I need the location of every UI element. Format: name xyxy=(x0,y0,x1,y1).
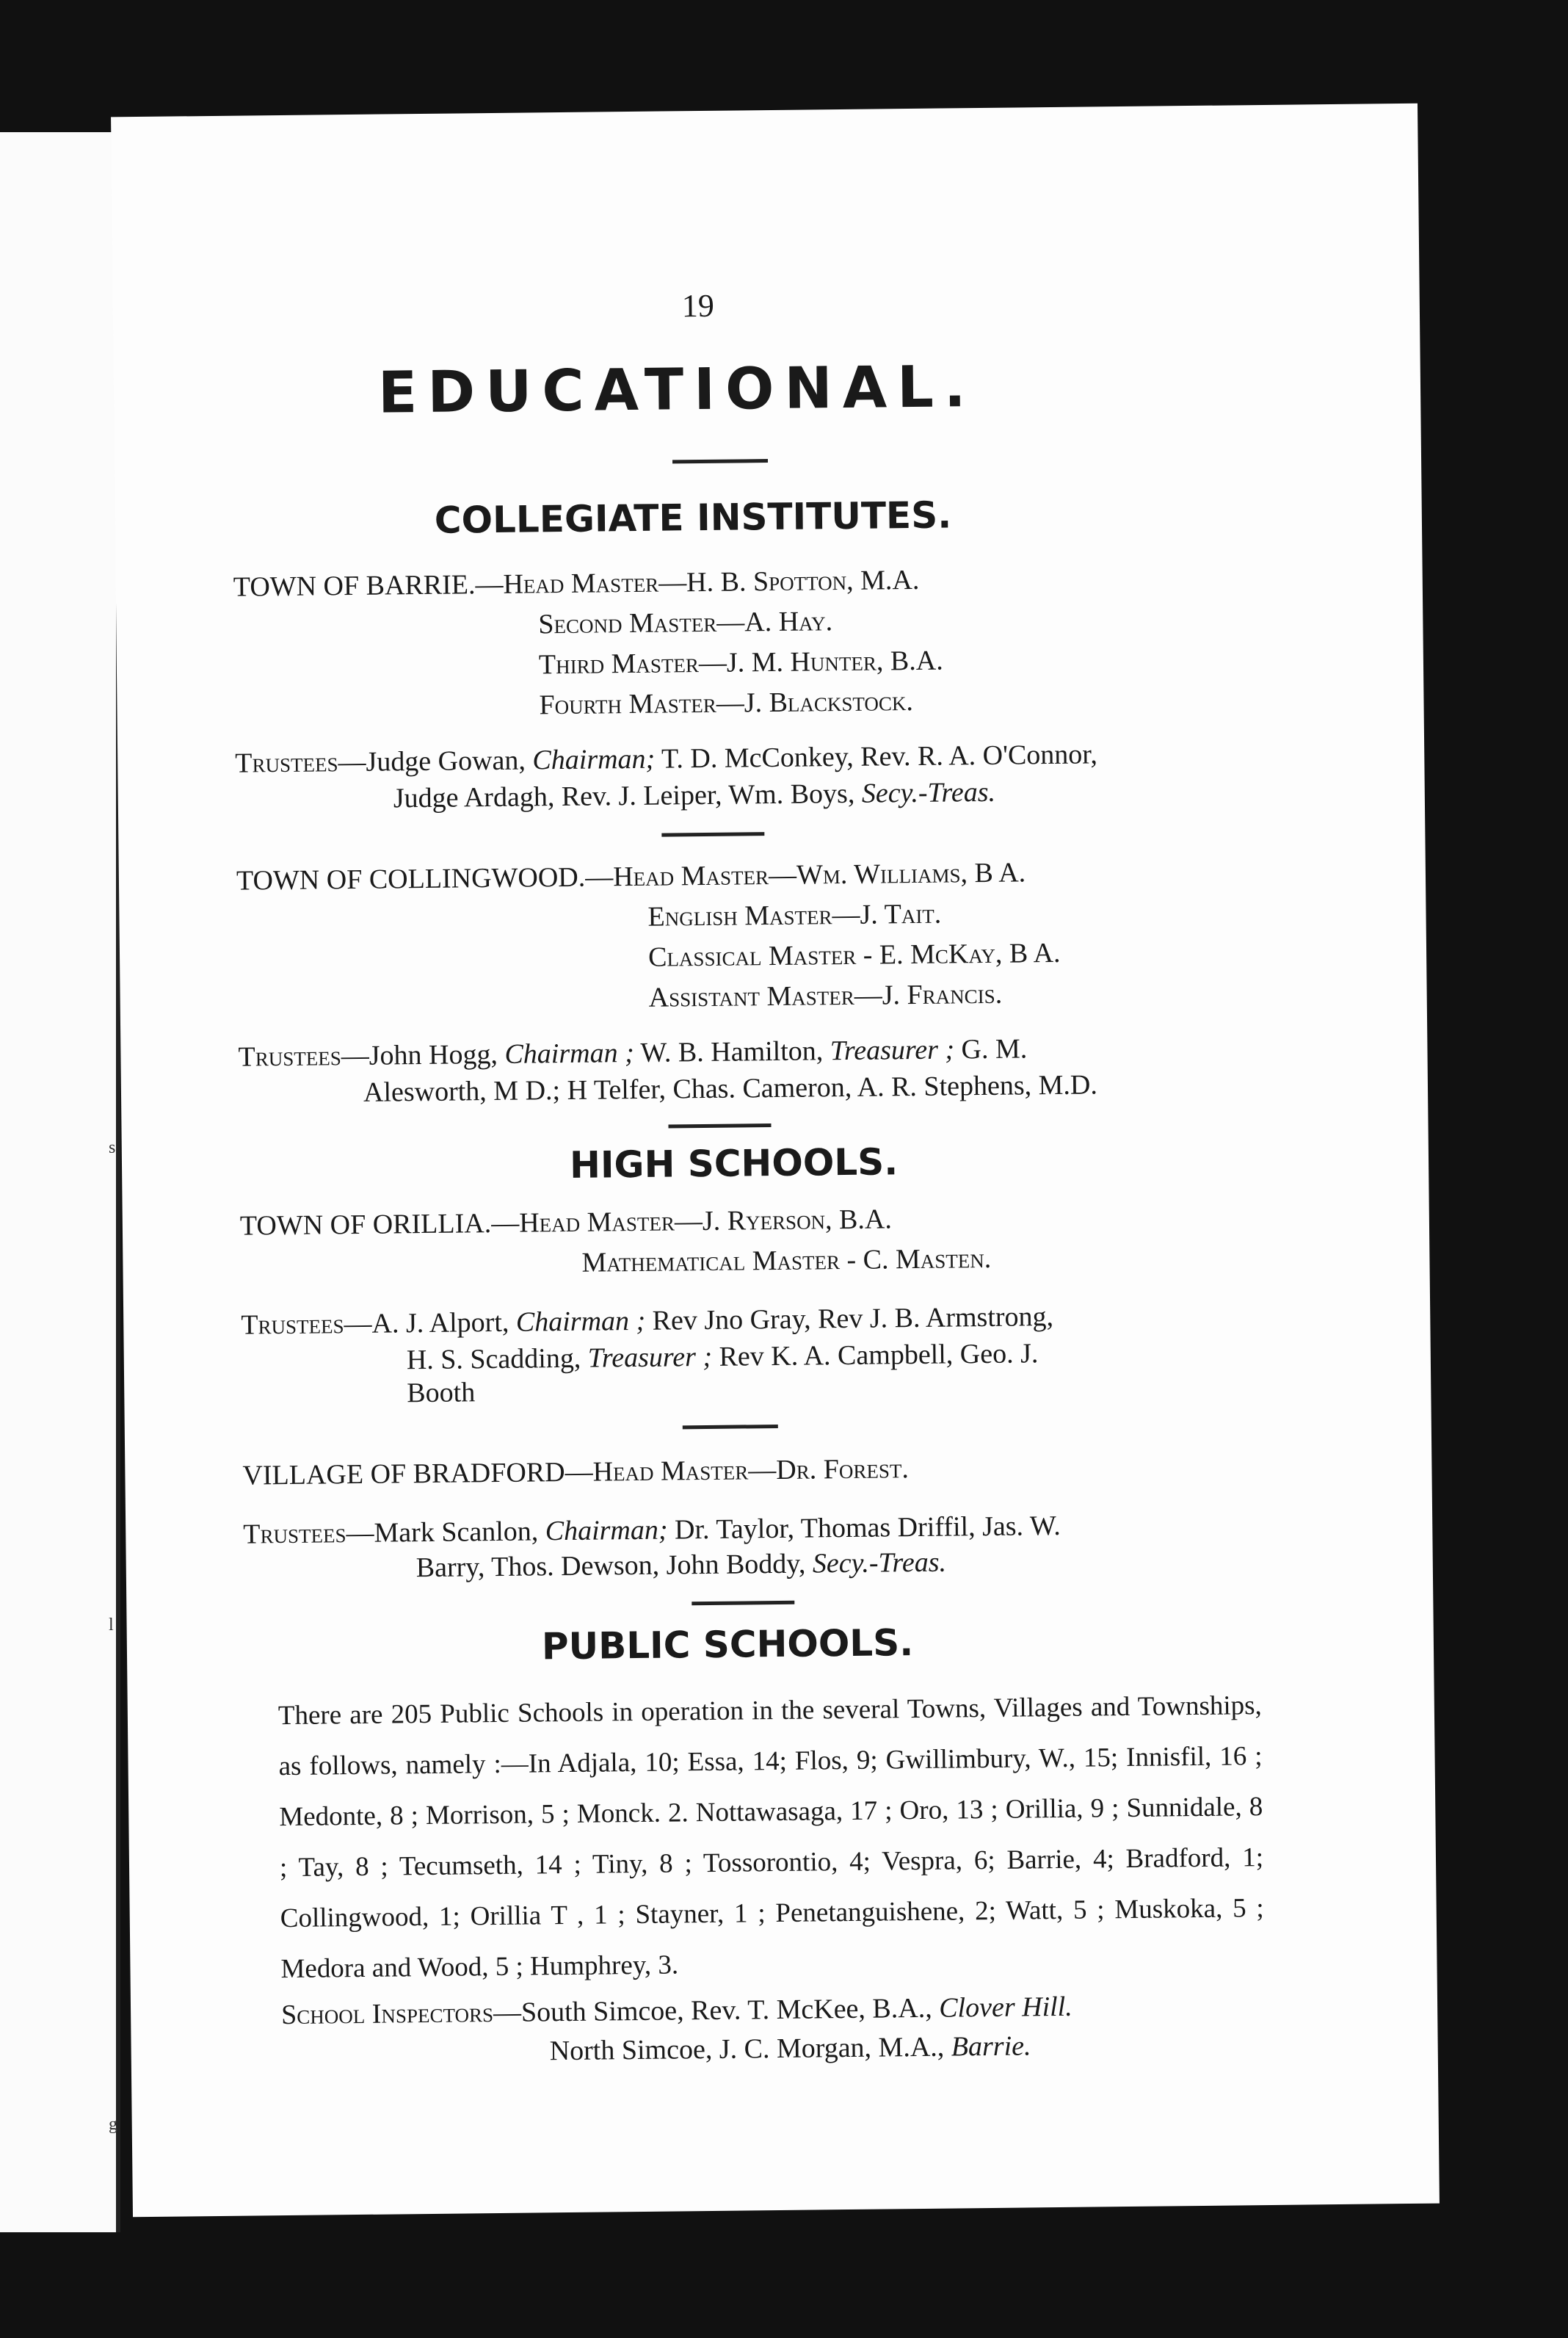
collingwood-trustees-cont: Alesworth, M D.; H Telfer, Chas. Cameron, A. R. Stephens, M.D. xyxy=(363,1069,1098,1108)
collingwood-trustees: Trustees—John Hogg, Chairman ; W. B. Hamilton, Treasurer ; G. M. xyxy=(238,1033,1028,1073)
school-inspectors-cont: North Simcoe, J. C. Morgan, M.A., Barrie. xyxy=(549,2030,1031,2067)
adjacent-page-edge xyxy=(0,132,120,2232)
section-heading-collegiate: COLLEGIATE INSTITUTES. xyxy=(434,493,952,542)
bradford-trustees: Trustees—Mark Scanlon, Chairman; Dr. Taylor, Thomas Driffil, Jas. W. xyxy=(243,1510,1061,1550)
barrie-fourth-master: Fourth Master—J. Blackstock. xyxy=(539,685,914,721)
page-number: 19 xyxy=(681,287,715,325)
bradford-trustees-cont: Barry, Thos. Dewson, John Boddy, Secy.-Treas. xyxy=(415,1546,947,1584)
section-heading-public: PUBLIC SCHOOLS. xyxy=(541,1621,914,1668)
margin-mark: s xyxy=(109,1138,116,1157)
orillia-trustees-cont: H. S. Scadding, Treasurer ; Rev K. A. Campbell, Geo. J. xyxy=(406,1338,1039,1376)
orillia-trustees-cont-2: Booth xyxy=(407,1377,476,1409)
barrie-trustees: Trustees—Judge Gowan, Chairman; T. D. McConkey, Rev. R. A. O'Connor, xyxy=(235,739,1098,779)
divider xyxy=(672,459,768,463)
barrie-third-master: Third Master—J. M. Hunter, B.A. xyxy=(538,645,943,681)
public-schools-paragraph: There are 205 Public Schools in operation in the several Towns, Villages and Townships, as follows, namely :—In Adjala, 10; Essa, 14; Flos, 9; Gwillimbury, W., 15; Innisfil, 16 ; Medonte, 8 ; Morrison, 5 ; Monck. 2. Nottawasaga, 17 ; Oro, 13 ; Orillia, 9 ; Sunnidale, 8 ; Tay, 8 ; Tecumseth, 14 ; Tiny, 8 ; Tossorontio, 4; Vespra, 6; Barrie, 4; Bradford, 1; Collingwood, 1; Orillia T , 1 ; Stayner, 1 ; Penetanguishene, 2; Watt, 5 ; Muskoka, 5 ; Medora and Wood, 5 ; Humphrey, 3. xyxy=(277,1690,1264,1985)
orillia-mathematical-master: Mathematical Master - C. Masten. xyxy=(581,1242,992,1278)
margin-mark: l xyxy=(109,1615,114,1635)
divider xyxy=(692,1601,794,1605)
barrie-head-master: TOWN OF BARRIE.—Head Master—H. B. Spotton, M.A. xyxy=(233,564,920,603)
collingwood-assistant-master: Assistant Master—J. Francis. xyxy=(648,978,1003,1013)
collingwood-english-master: English Master—J. Tait. xyxy=(647,898,942,933)
collingwood-classical-master: Classical Master - E. McKay, B A. xyxy=(647,937,1061,973)
document-page xyxy=(111,104,1440,2217)
orillia-trustees: Trustees—A. J. Alport, Chairman ; Rev Jno Gray, Rev J. B. Armstrong, xyxy=(241,1301,1054,1341)
divider xyxy=(668,1123,771,1128)
school-inspectors: School Inspectors—South Simcoe, Rev. T. McKee, B.A., Clover Hill. xyxy=(280,1991,1072,2031)
page-title: EDUCATIONAL. xyxy=(377,354,976,427)
barrie-trustees-cont: Judge Ardagh, Rev. J. Leiper, Wm. Boys, Secy.-Treas. xyxy=(393,776,996,814)
bradford-head-master: VILLAGE OF BRADFORD—Head Master—Dr. Forest. xyxy=(242,1453,910,1491)
divider xyxy=(683,1425,778,1429)
margin-mark: g xyxy=(109,2115,117,2134)
barrie-second-master: Second Master—A. Hay. xyxy=(538,606,833,640)
collingwood-head-master: TOWN OF COLLINGWOOD.—Head Master—Wm. Williams, B A. xyxy=(236,857,1026,897)
divider xyxy=(661,832,764,836)
orillia-head-master: TOWN OF ORILLIA.—Head Master—J. Ryerson, B.A. xyxy=(239,1204,893,1242)
section-heading-high: HIGH SCHOOLS. xyxy=(569,1140,899,1187)
